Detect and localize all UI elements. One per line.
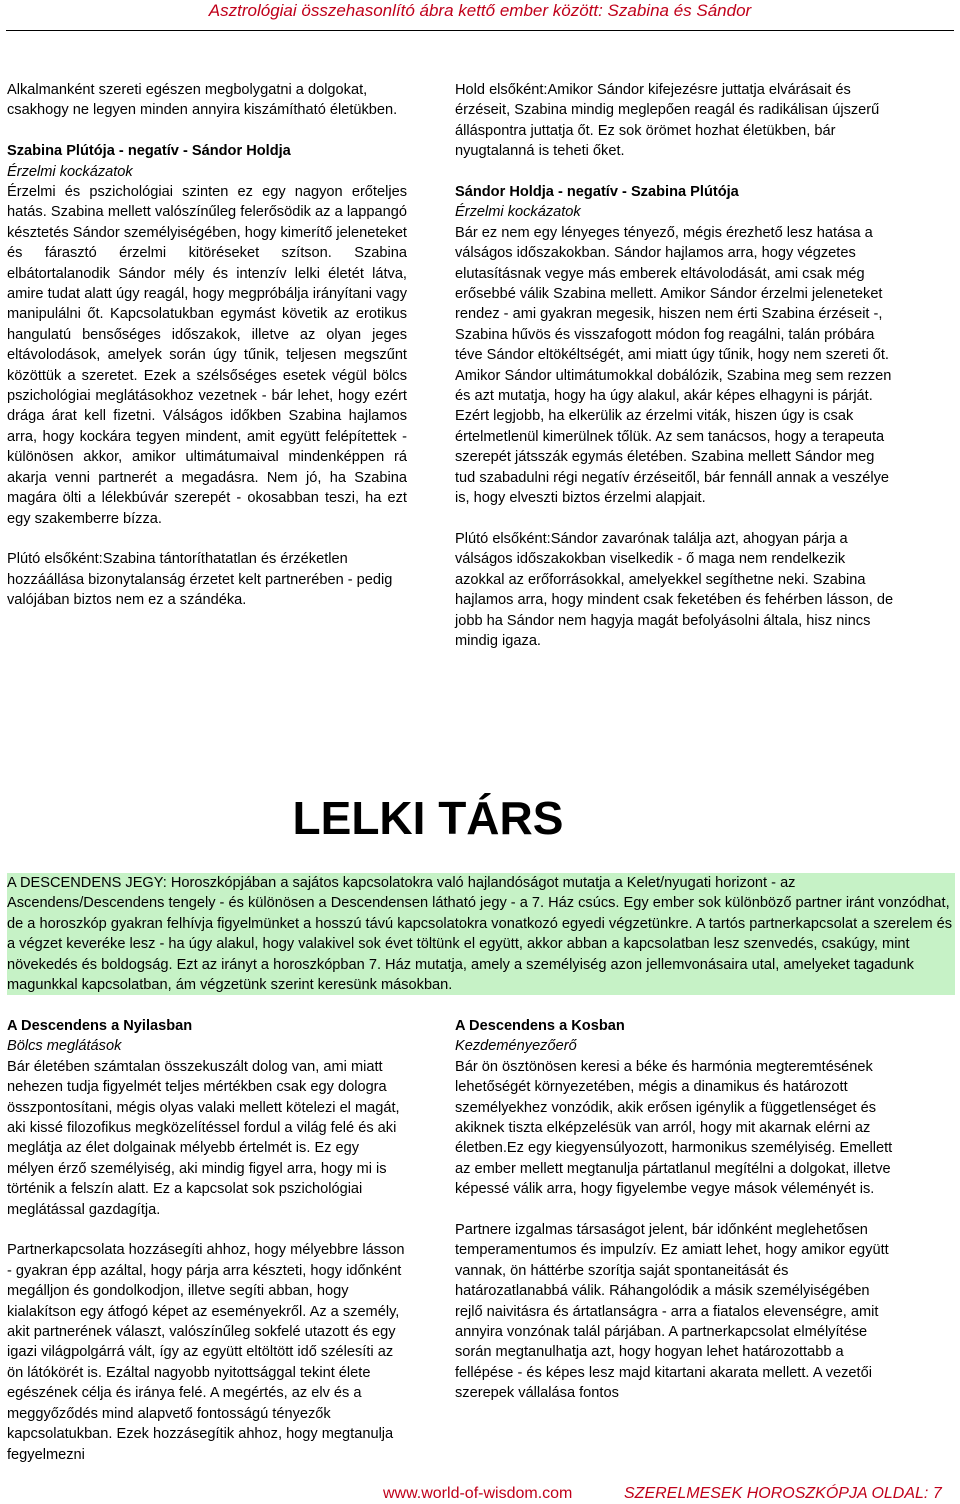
- spacer: [455, 509, 895, 529]
- left-intro-paragraph: Alkalmanként szereti egészen megbolygatni a dolgokat, csakhogy ne legyen minden annyira kiszámítható életükben.: [7, 82, 398, 119]
- descendens-nyilas-para2: Partnerkapcsolata hozzásegíti ahhoz, hogy mélyebbre lásson - gyakran épp azáltal, hogy párja arra készteti, hogy időnként megálljon és gondolkodjon, illetve segíti abban, hogy kialakítson egy átfogó képet az eseményekről. Az a személy, akit partnerének választ, valószínűleg sokfelé utazott és egy igazi világpolgárrá vált, így az együtt eltöltött idő szélesíti az ön látókörét is. Ezáltal nagyobb nyitottsággal tekint élete egészének célja és iránya felé. A megértés, az elv és a meggyőződés mind alapvető fontosságú tényezők kapcsolatukban. Ezek hozzásegítik ahhoz, hogy megtanulja fegyelmezni: [7, 1242, 405, 1463]
- section-body: Bár ez nem egy lényeges tényező, mégis érezhető lesz hatása a válságos időszakokban. Sándor hajlamos arra, hogy végzetes elutasításnak vegye más emberek eltávolodását, ami csak még erősebbé válik Szabina mellett. Amikor Sándor érzelmi jeleneteket rendez - ami gyakran megesik, hiszen nem érti Szabina érzéseit -, Szabina hűvös és visszafogott módon fog reagálni, talán próbára téve Sándor eltökéltségét, ami miatt úgy tűnik, hogy nem szereti őt. Amikor Sándor ultimátumokkal dobálózik, Szabina meg sem rezzen és azt mutatja, hogy ha úgy alakul, akár képes elhagyni is párját. Ezért legjobb, ha elkerülik az érzelmi viták, hiszen úgy is csak értelmetlenül kimerülnek tőlük. Az sem tanácsos, hogy a terapeuta szerepét játsszák egymás életében. Szabina mellett Sándor meg tud szabadulni régi negatív érzéseitől, bár fennáll annak a veszélye is, hogy elveszti biztos érzelmi alapjait.: [455, 224, 892, 507]
- descendens-nyilas-subheading: Bölcs meglátások: [7, 1038, 122, 1055]
- spacer: [7, 121, 407, 141]
- descendens-intro-box: [7, 873, 955, 995]
- descendens-kos-para1: Bár ön ösztönösen keresi a béke és harmónia megteremtésének lehetőségét környezetében, mégis a dinamikus és határozott személyekhez vonzódik, akik erősen igénylik a függetlenséget és akiknek tiszta elképzelésük van arról, hogy mit akarnak elérni az életben.Ez egy kiegyensúlyozott, harmonikus személyiség. Emellett az ember mellett megtanulja pártatlanul megítélni a dolgokat, illetve képessé válik arra, hogy figyelembe vegye mások véleményét is.: [455, 1058, 893, 1198]
- descendens-kos-heading: A Descendens a Kosban: [455, 1018, 625, 1034]
- spacer: [455, 1200, 895, 1220]
- header-divider: [6, 30, 954, 31]
- spacer: [455, 162, 895, 182]
- pluto-first-paragraph: Plútó elsőként:Sándor zavarónak találja azt, ahogyan párja a válságos időszakokban viselkedik - ő maga nem rendelkezik azokkal az erőforrásokkal, amelyekkel segíthetne neki. Szabina hajlamos arra, hogy mindent csak feketében és fehérben lásson, de jobb ha Sándor nem hagyja magát befolyásolni általa, hisz nincs mindig igaza.: [455, 530, 894, 649]
- footer-page-number: SZERELMESEK HOROSZKÓPJA OLDAL: 7: [624, 1485, 942, 1502]
- descendens-right-column: [455, 1016, 895, 1404]
- page-header-title: Asztrológiai összehasonlító ábra kettő ember között: Szabina és Sándor: [208, 1, 752, 20]
- descendens-intro-text: A DESCENDENS JEGY: Horoszkópjában a sajátos kapcsolatokra való hajlandóságot mutatja a Kelet/nyugati horizont - az Ascendens/Descendens tengely - és különösen a Descendensen látható jegy - a 7. Ház csúcs. Egy ember sok különböző partner iránt vonzódhat, de a horoszkóp gyakran felhívja figyelmünket a hosszú távú kapcsolatokra vonatkozó egyedi végzetünkre. A tartós partnerkapcsolat a szerelem és a végzet keveréke lesz - ha úgy alakul, hogy valakivel sok évet töltünk el együtt, akkor abban a kapcsolatban lesz szenvedés, csakúgy, mint növekedés és boldogság. Ezt az irányt a horoszkópban 7. Ház mutatja, amely a személyiség azon jellemvonásaira utal, amelyeket tagadunk magunkkal kapcsolatban, ám végzetünk szerint keresünk másokban.: [7, 875, 953, 994]
- descendens-left-column: [7, 1016, 407, 1465]
- right-column: [455, 80, 895, 651]
- lelki-tars-title: LELKI TÁRS: [292, 792, 564, 844]
- hold-first-paragraph: Hold elsőként:Amikor Sándor kifejezésre juttatja elvárásait és érzéseit, Szabina mindig meglepően reagál és radikálisan újszerű álláspontra juttatja őt. Ez sok örömet hozhat életükben, bár nyugtalanná is teheti őket.: [455, 82, 880, 160]
- left-column: [7, 80, 407, 611]
- section-subheading: Érzelmi kockázatok: [7, 163, 133, 180]
- spacer: [7, 529, 407, 549]
- spacer: [7, 1220, 407, 1240]
- section-heading-pluto-hold: Szabina Plútója - negatív - Sándor Holdja: [7, 143, 291, 160]
- descendens-kos-subheading: Kezdeményezőerő: [455, 1038, 577, 1055]
- descendens-kos-para2: Partnere izgalmas társaságot jelent, bár időnként meglehetősen temperamentumos és impulzív. Ez amiatt lehet, hogy amikor együtt vannak, ön háttérbe szorítja saját spontaneitását és határozatlanabbá válik. Ráhangolódik a másik személyiségében rejlő naivitásra és ártatlanságra - arra a fiatalos elevenségre, amit annyira vonzónak talál párjában. A partnerkapcsolat elmélyítése során megtanulhatja azt, hogy hogyan lehet határozottabb a fellépése - és képes lesz majd kitartani akarata mellett. A vezetői szerepek vállalása fontos: [455, 1222, 889, 1402]
- footer-website-link[interactable]: www.world-of-wisdom.com: [383, 1485, 573, 1502]
- section-subheading: Érzelmi kockázatok: [455, 204, 581, 221]
- section-heading-hold-pluto: Sándor Holdja - negatív - Szabina Plútója: [455, 184, 739, 201]
- pluto-first-paragraph: Plútó elsőként:Szabina tántoríthatatlan és érzéketlen hozzáállása bizonytalanság érzetet kelt partnerében - pedig valójában biztos nem ez a szándéka.: [7, 551, 393, 609]
- descendens-nyilas-heading: A Descendens a Nyilasban: [7, 1018, 193, 1034]
- section-body: Érzelmi és pszichológiai szinten ez egy nagyon erőteljes hatás. Szabina mellett valószínűleg felerősödik az a lappangó késztetés Sándor személyiségében, hogy kimerítő jeleneteket és fárasztó érzelmi kitöréseket szítson. Szabina elbátortalanodik Sándor mély és intenzív lelki életét látva, amire tudat alatt úgy reagál, hogy megpróbálja irányítani vagy manipulálni őt. Kapcsolatukban egymást követik az erotikus hangulatú bensőséges időszakok, illetve az olyan jeges eltávolodások, amelyek során úgy tűnik, teljesen megszűnt közöttük a szeretet. Ezek a szélsőséges esetek végül bölcs pszichológiai meglátásokhoz vezetnek - bár lehet, hogy ezért drága árat kell fizetni. Válságos időkben Szabina hajlamos arra, hogy kockára tegyen mindent, amit együtt felépítettek - különösen akkor, amikor ultimátumaival mindenképpen rá akarja venni partnerét a megadásra. Nem jó, ha Szabina magára ölti a lélekbúvár szerepét - okosabban teszi, ha ezt egy szakemberre bízza.: [7, 184, 407, 527]
- descendens-nyilas-para1: Bár életében számtalan összekuszált dolog van, ami miatt nehezen tudja figyelmét teljes mértékben csak egy dologra összpontosítani, mégis olyas valaki mellett kötelezi el magát, aki kissé filozofikus megközelítéssel fordul a világ felé és aki meglátja az élet dolgainak mélyebb értelmét is. Ez egy mélyen érző személyiség, aki mindig figyel arra, hogy mi is történik a felszín alatt. Ez a kapcsolat sok pszichológiai meglátással gazdagítja.: [7, 1058, 400, 1218]
